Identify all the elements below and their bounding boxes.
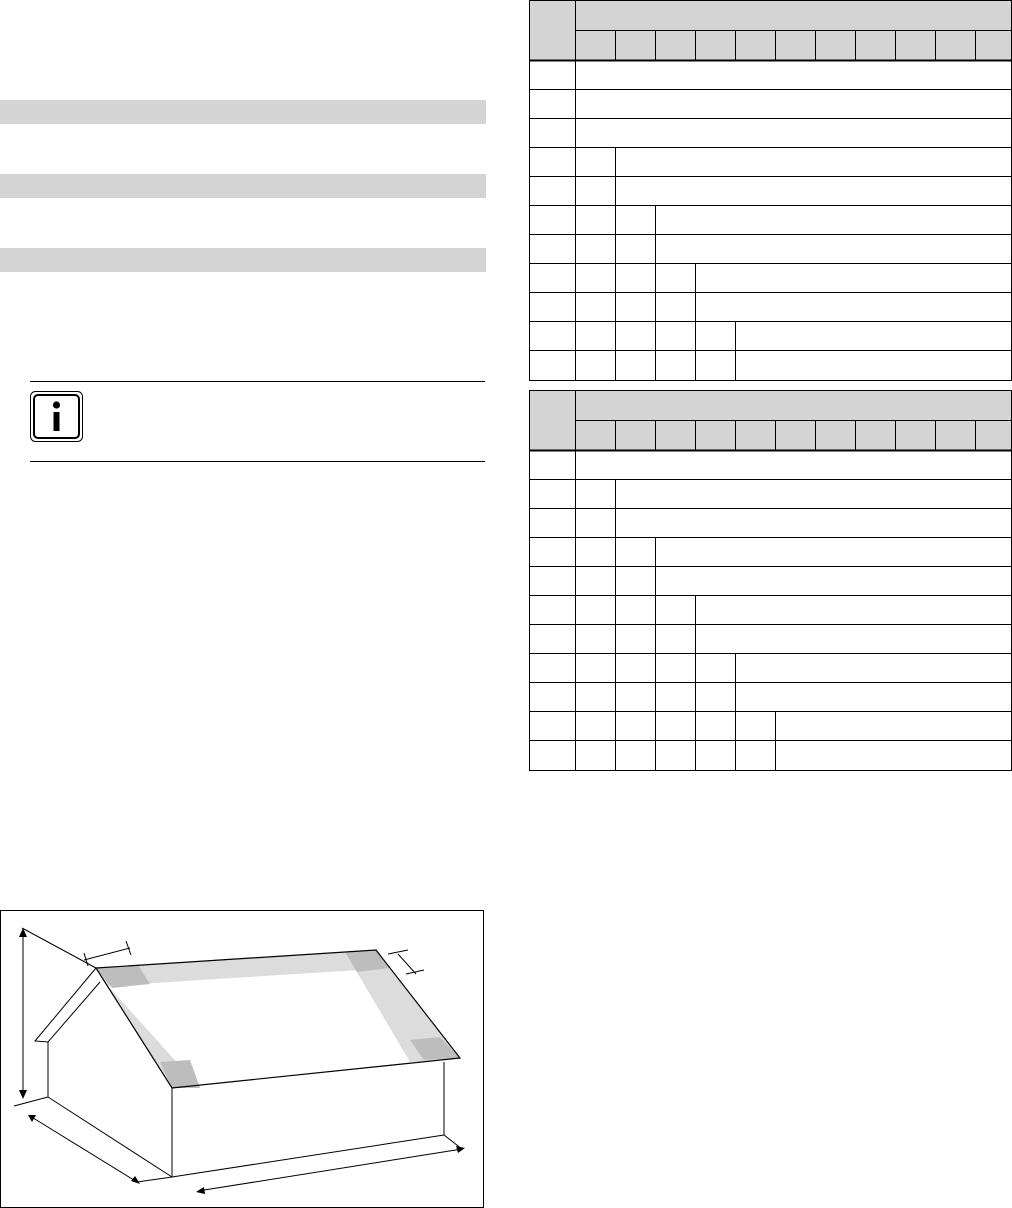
data-table-1 (529, 0, 1012, 381)
data-table-2 (529, 390, 1012, 771)
section-heading-bar (0, 248, 486, 272)
section-heading-bar (0, 100, 486, 124)
note-top-rule (30, 381, 485, 382)
house-roof-zones-diagram (0, 910, 484, 1208)
section-heading-bar (0, 174, 486, 198)
info-icon (30, 391, 83, 442)
note-bottom-rule (30, 461, 485, 462)
